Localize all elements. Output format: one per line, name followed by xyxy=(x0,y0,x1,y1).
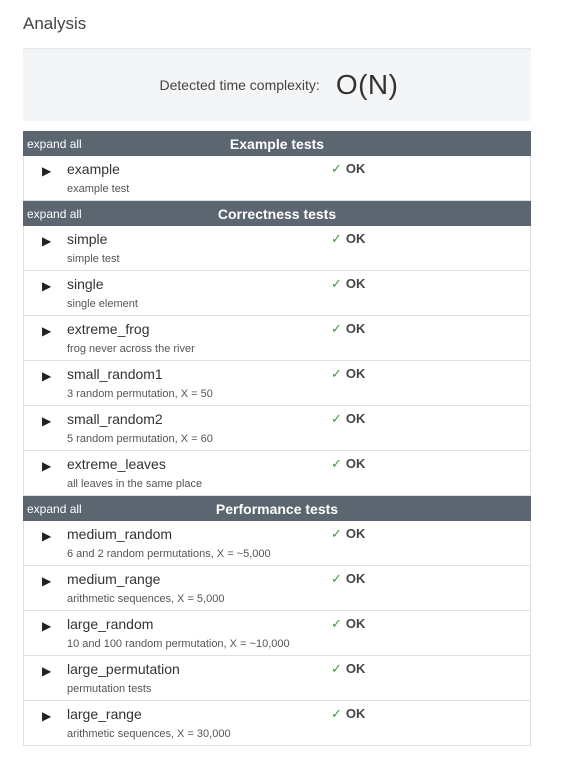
test-description: 5 random permutation, X = 60 xyxy=(67,433,213,445)
test-group-header xyxy=(23,131,531,156)
expand-triangle-icon[interactable]: ▶ xyxy=(42,164,52,178)
test-result xyxy=(331,161,365,177)
complexity-value: O(N) xyxy=(335,69,399,100)
check-icon: ✓ xyxy=(331,526,342,541)
expand-triangle-icon[interactable]: ▶ xyxy=(42,574,52,588)
test-row[interactable] xyxy=(23,406,531,451)
check-icon: ✓ xyxy=(331,456,342,471)
result-text: OK xyxy=(345,411,366,426)
expand-all-link[interactable]: expand all xyxy=(27,502,82,516)
test-result xyxy=(331,276,365,292)
test-result xyxy=(331,411,365,427)
check-icon: ✓ xyxy=(331,321,342,336)
test-description: 3 random permutation, X = 50 xyxy=(67,388,213,400)
result-text: OK xyxy=(345,161,366,176)
expand-triangle-icon[interactable]: ▶ xyxy=(42,619,52,633)
test-description: single element xyxy=(67,298,138,310)
result-text: OK xyxy=(345,661,366,676)
test-row[interactable] xyxy=(23,361,531,406)
check-icon: ✓ xyxy=(331,231,342,246)
expand-triangle-icon[interactable]: ▶ xyxy=(42,414,52,428)
test-result xyxy=(331,231,365,247)
test-name: small_random1 xyxy=(67,366,163,382)
test-result xyxy=(331,366,365,382)
test-result xyxy=(331,321,365,337)
check-icon: ✓ xyxy=(331,366,342,381)
test-name: large_random xyxy=(67,616,154,632)
test-row[interactable] xyxy=(23,521,531,566)
test-row[interactable] xyxy=(23,316,531,361)
test-result xyxy=(331,616,365,632)
test-description: example test xyxy=(67,183,130,195)
expand-triangle-icon[interactable]: ▶ xyxy=(42,709,52,723)
expand-triangle-icon[interactable]: ▶ xyxy=(42,324,52,338)
test-row[interactable] xyxy=(23,656,531,701)
expand-triangle-icon[interactable]: ▶ xyxy=(42,664,52,678)
result-text: OK xyxy=(345,616,366,631)
result-text: OK xyxy=(345,456,366,471)
test-name: medium_range xyxy=(67,571,161,587)
test-row[interactable] xyxy=(23,611,531,656)
test-name: large_permutation xyxy=(67,661,180,677)
test-result xyxy=(331,526,365,542)
check-icon: ✓ xyxy=(331,616,342,631)
result-text: OK xyxy=(345,366,366,381)
result-text: OK xyxy=(345,231,366,246)
check-icon: ✓ xyxy=(331,661,342,676)
page-heading: Analysis xyxy=(23,14,87,33)
test-name: example xyxy=(67,161,120,177)
test-row[interactable] xyxy=(23,156,531,201)
expand-triangle-icon[interactable]: ▶ xyxy=(42,459,52,473)
expand-triangle-icon[interactable]: ▶ xyxy=(42,369,52,383)
group-title: Correctness tests xyxy=(217,205,337,222)
test-name: extreme_frog xyxy=(67,321,150,337)
test-name: extreme_leaves xyxy=(67,456,166,472)
complexity-panel xyxy=(23,48,531,121)
check-icon: ✓ xyxy=(331,161,342,176)
test-row[interactable] xyxy=(23,271,531,316)
result-text: OK xyxy=(345,321,366,336)
group-title: Performance tests xyxy=(215,500,339,517)
result-text: OK xyxy=(345,526,366,541)
test-row[interactable] xyxy=(23,566,531,611)
test-description: 6 and 2 random permutations, X = ~5,000 xyxy=(67,548,271,560)
test-name: medium_random xyxy=(67,526,173,542)
expand-all-link[interactable]: expand all xyxy=(27,137,82,151)
test-name: single xyxy=(67,276,104,292)
test-result xyxy=(331,661,365,677)
test-group-header xyxy=(23,496,531,521)
test-description: simple test xyxy=(67,253,120,265)
test-group-header xyxy=(23,201,531,226)
result-text: OK xyxy=(345,571,366,586)
check-icon: ✓ xyxy=(331,571,342,586)
check-icon: ✓ xyxy=(331,411,342,426)
test-name: large_range xyxy=(67,706,142,722)
result-text: OK xyxy=(345,276,366,291)
test-description: permutation tests xyxy=(67,683,152,695)
expand-triangle-icon[interactable]: ▶ xyxy=(42,234,52,248)
test-results xyxy=(23,131,531,746)
result-text: OK xyxy=(345,706,366,721)
check-icon: ✓ xyxy=(331,706,342,721)
expand-all-link[interactable]: expand all xyxy=(27,207,82,221)
test-result xyxy=(331,571,365,587)
test-result xyxy=(331,706,365,722)
test-description: all leaves in the same place xyxy=(67,478,203,490)
group-title: Example tests xyxy=(229,135,325,152)
test-description: 10 and 100 random permutation, X = ~10,000 xyxy=(67,638,290,650)
test-name: small_random2 xyxy=(67,411,163,427)
expand-triangle-icon[interactable]: ▶ xyxy=(42,279,52,293)
expand-triangle-icon[interactable]: ▶ xyxy=(42,529,52,543)
test-row[interactable] xyxy=(23,226,531,271)
test-description: arithmetic sequences, X = 5,000 xyxy=(67,593,225,605)
complexity-label: Detected time complexity: xyxy=(159,77,320,93)
test-row[interactable] xyxy=(23,451,531,496)
test-description: arithmetic sequences, X = 30,000 xyxy=(67,728,231,740)
test-description: frog never across the river xyxy=(67,343,195,355)
test-result xyxy=(331,456,365,472)
check-icon: ✓ xyxy=(331,276,342,291)
test-row[interactable] xyxy=(23,701,531,746)
test-name: simple xyxy=(67,231,108,247)
